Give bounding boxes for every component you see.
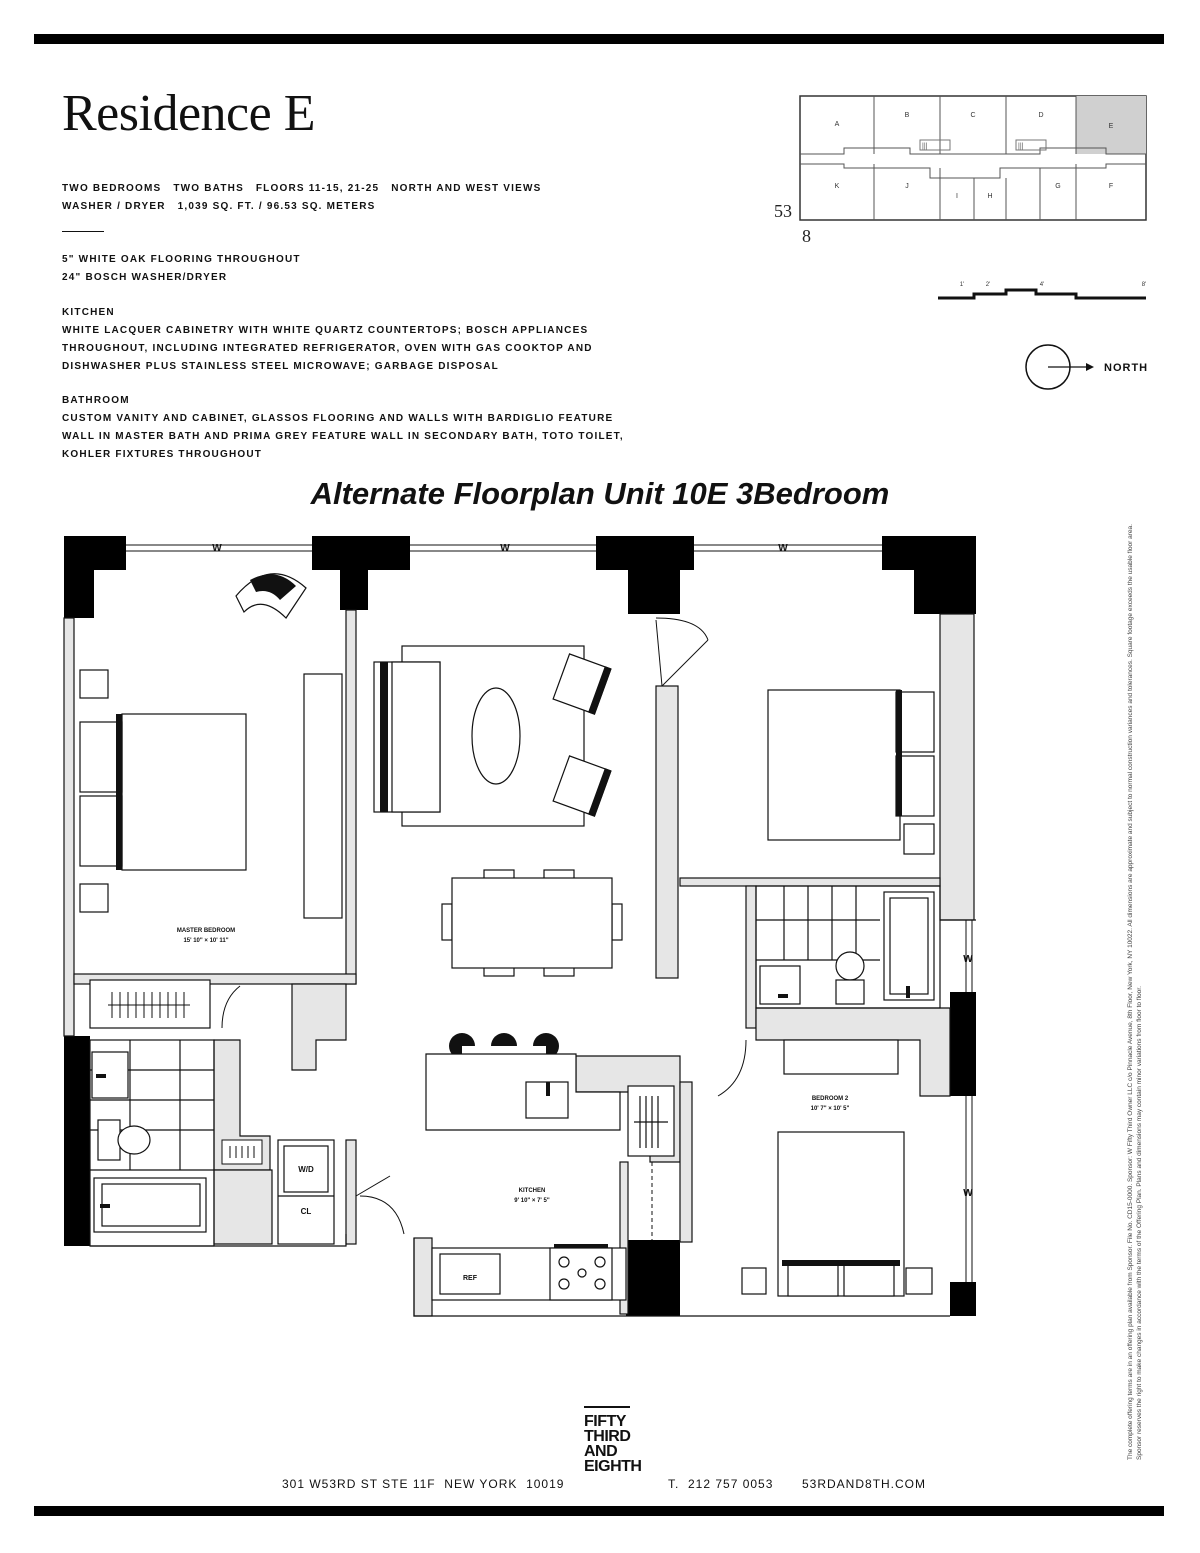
legal-disclaimer: The complete offering terms are in an offering plan available from Sponsor. File No. CD15-0000. Sponsor: W Fifty Third Owner LLC c/o Pinnacle Avenue, 8th Floor, New York, NY 10022. All dimensions are approximate and subject to normal construction variances and tolerances. Square footage exceeds the usable floor area. Sponsor reserves the right to make changes in accordance with the terms of the Offering Plan. Plans and dimensions may contain minor variations from floor to floor. [1127, 524, 1143, 1460]
column-e [950, 992, 976, 1096]
bedroom-ne [768, 690, 934, 854]
bottom-rule [34, 1506, 1164, 1516]
keyplan-unit-a: A [834, 121, 840, 128]
bedroom2-dresser [784, 1040, 898, 1074]
coffee-table [472, 688, 520, 784]
street-8: 8 [802, 226, 811, 246]
scale-bar [938, 282, 1146, 298]
bedroom-2 [742, 1040, 932, 1296]
window-label-5: W [963, 1188, 973, 1199]
kitchen-text-1: WHITE LACQUER CABINETRY WITH WHITE QUARTZ COUNTERTOPS; BOSCH APPLIANCES [62, 325, 589, 336]
bedroom2-label: BEDROOM 2 [811, 1096, 849, 1102]
bathroom-heading: BATHROOM [62, 395, 130, 406]
keyplan-unit-e: E [1108, 123, 1114, 130]
window-label-2: W [500, 543, 510, 554]
column-s [626, 1240, 680, 1316]
master-closet [90, 980, 210, 1028]
logo-line-3: AND [584, 1443, 618, 1460]
kitchen-label: KITCHEN [518, 1188, 546, 1194]
top-rule [34, 34, 1164, 44]
key-plan [760, 90, 1160, 320]
secondary-bath [756, 886, 940, 1008]
divider [62, 231, 104, 232]
scale-label-4: 4' [1039, 282, 1045, 288]
toilet-icon [118, 1126, 150, 1154]
vanity-2 [760, 966, 800, 1004]
window-label-4: W [963, 954, 973, 965]
keyplan-unit-k: K [834, 183, 840, 190]
window-label-3: W [778, 543, 788, 554]
logo-line-4: EIGHTH [584, 1458, 642, 1475]
arrow-right-icon [1086, 363, 1094, 371]
window-label-1: W [212, 543, 222, 554]
toilet-2-icon [836, 952, 864, 980]
specs-line-2: WASHER / DRYER 1,039 SQ. FT. / 96.53 SQ. METERS [62, 201, 376, 212]
specs-line-1: TWO BEDROOMS TWO BATHS FLOORS 11-15, 21-25 NORTH AND WEST VIEWS [62, 183, 542, 194]
page-title: Residence E [62, 85, 315, 142]
master-bedroom-label: MASTER BEDROOM [176, 928, 236, 934]
column-nw [64, 536, 126, 618]
floor-plan [0, 520, 1200, 1330]
footer-address: 301 W53RD ST STE 11F NEW YORK 10019 [282, 1477, 565, 1491]
bedroom2-dims: 10' 7" × 10' 5" [810, 1106, 850, 1112]
svg-text:|||: ||| [1018, 143, 1024, 150]
column-se [950, 1282, 976, 1316]
column-ne [882, 536, 976, 614]
bathroom-text-1: CUSTOM VANITY AND CABINET, GLASSOS FLOORING AND WALLS WITH BARDIGLIO FEATURE [62, 413, 614, 424]
kitchen-text-2: THROUGHOUT, INCLUDING INTEGRATED REFRIGERATOR, OVEN WITH GAS COOKTOP AND [62, 343, 593, 354]
keyplan-unit-g: G [1055, 183, 1061, 190]
keyplan-unit-d: D [1038, 112, 1044, 119]
closet-label: CL [300, 1207, 312, 1216]
feature-washer: 24" BOSCH WASHER/DRYER [62, 272, 228, 283]
alternate-floorplan-headline: Alternate Floorplan Unit 10E 3Bedroom [310, 476, 890, 511]
north-compass [1020, 340, 1160, 396]
master-bedroom-dims: 15' 10" × 10' 11" [183, 938, 229, 944]
kitchen-heading: KITCHEN [62, 307, 115, 318]
column-sw [64, 1036, 90, 1246]
keyplan-unit-f: F [1108, 183, 1114, 190]
keyplan-unit-b: B [904, 112, 910, 119]
master-bath [90, 1040, 214, 1246]
keyplan-unit-j: J [905, 183, 909, 190]
living-area [374, 646, 611, 826]
keyplan-unit-c: C [970, 112, 976, 119]
keyplan-unit-i: I [956, 193, 958, 200]
kitchen-text-3: DISHWASHER PLUS STAINLESS STEEL MICROWAVE; GARBAGE DISPOSAL [62, 361, 499, 372]
footer-website: 53RDAND8TH.COM [802, 1477, 927, 1491]
logo-line-2: THIRD [584, 1428, 631, 1445]
footer-phone: T. 212 757 0053 [668, 1477, 774, 1491]
toilet-tank [98, 1120, 120, 1160]
bathroom-text-2: WALL IN MASTER BATH AND PRIMA GREY FEATURE WALL IN SECONDARY BATH, TOTO TOILET, [62, 431, 624, 442]
logo-line-1: FIFTY [584, 1413, 626, 1430]
svg-text:|||: ||| [922, 143, 928, 150]
north-label: NORTH [1104, 362, 1149, 374]
dining-table [442, 870, 622, 976]
column-n2 [596, 536, 694, 614]
ref-label: REF [463, 1275, 477, 1282]
feature-flooring: 5" WHITE OAK FLOORING THROUGHOUT [62, 254, 301, 265]
washer-dryer-label: W/D [298, 1165, 314, 1174]
refrigerator [440, 1254, 500, 1294]
street-53: 53 [774, 201, 792, 221]
dresser [304, 674, 342, 918]
keyplan-unit-h: H [987, 193, 993, 200]
master-bed [122, 714, 246, 870]
scale-label-8: 8' [1141, 282, 1147, 288]
building-logo [584, 1406, 641, 1474]
bathroom-text-3: KOHLER FIXTURES THROUGHOUT [62, 449, 263, 460]
kitchen-dims: 9' 10" × 7' 5" [514, 1198, 550, 1204]
column-n1 [312, 536, 410, 610]
scale-label-2: 2' [985, 282, 991, 288]
scale-label-1: 1' [959, 282, 965, 288]
